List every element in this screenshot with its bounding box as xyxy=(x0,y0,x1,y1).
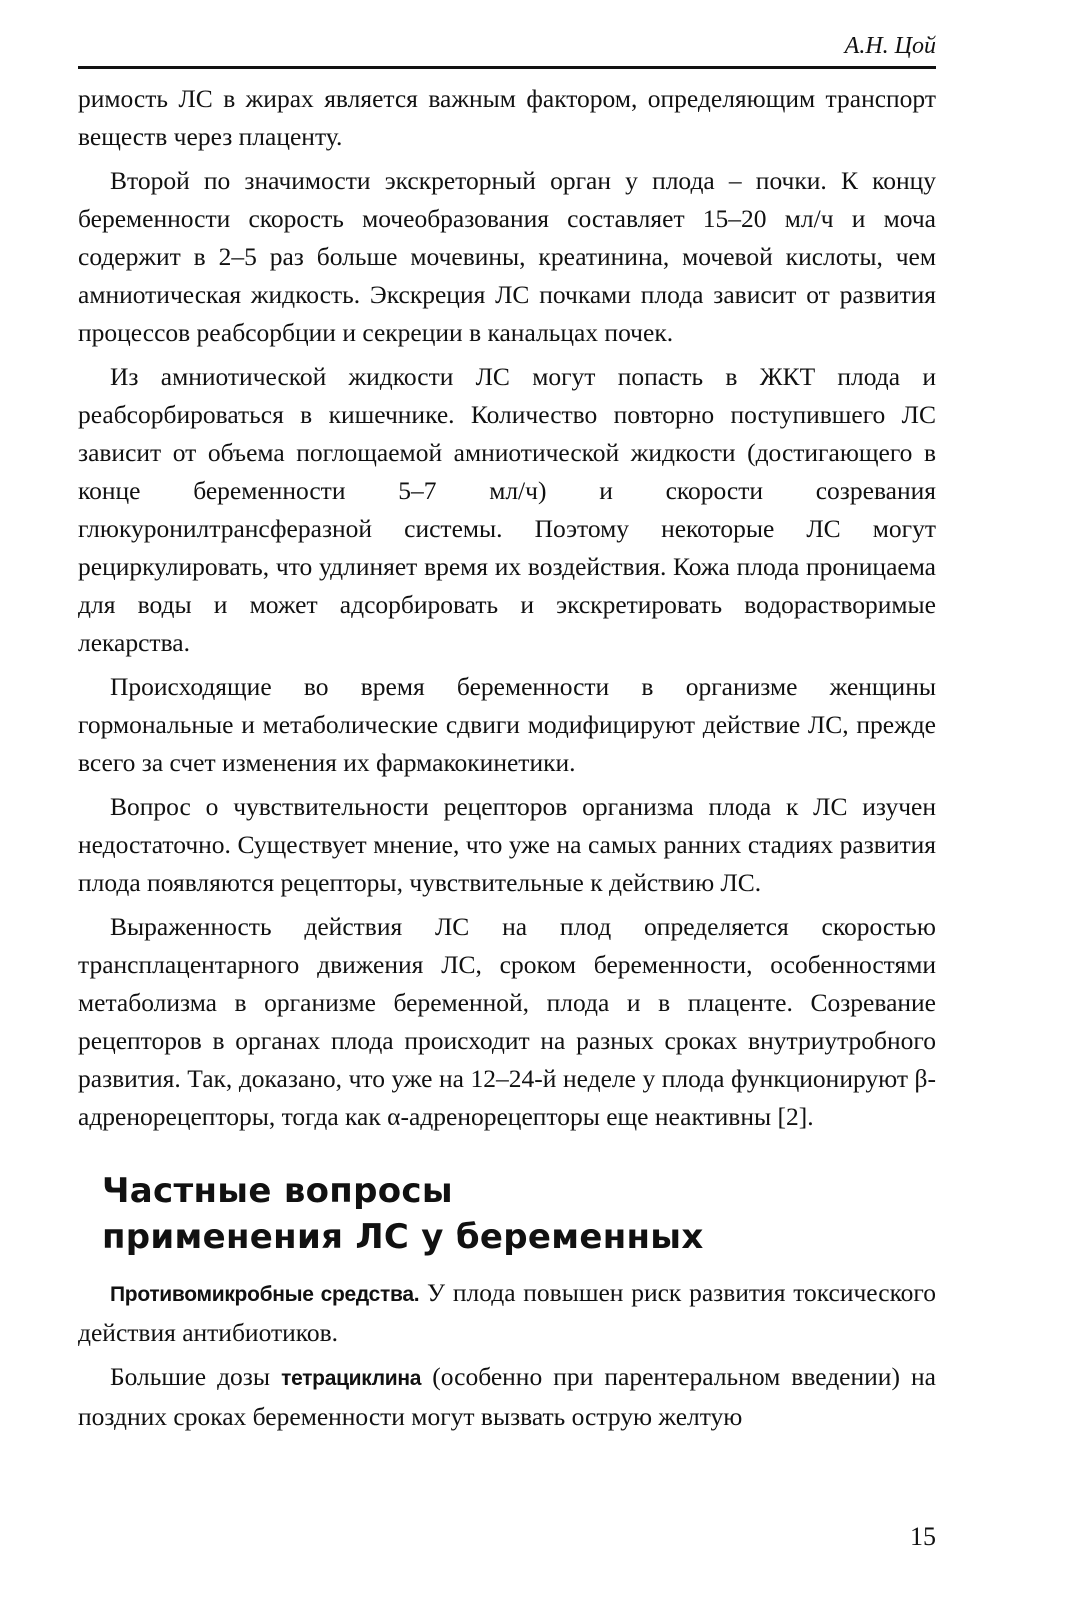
paragraph-tetracycline-lead: Большие дозы xyxy=(110,1362,282,1391)
paragraph-continued: римость ЛС в жирах является важным фактором, определяющим транспорт веществ через плаценту. xyxy=(78,84,936,151)
section-heading-line-1: Частные вопросы xyxy=(102,1171,453,1211)
paragraph-hormonal-shifts: Происходящие во время беременности в организме женщины гормональные и метаболические сдвиги модифицируют действие ЛС, прежде всего за счет изменения их фармакокинетики. xyxy=(78,672,936,777)
section-heading-line-2: применения ЛС у беременных xyxy=(102,1217,704,1257)
drug-term: тетрациклина xyxy=(281,1367,422,1390)
paragraph-antimicrobials-text: У плода повышен риск развития токсического действия антибиотиков. xyxy=(78,1278,936,1347)
paragraph-antimicrobials xyxy=(78,1274,936,1352)
paragraph-action-intensity: Выраженность действия ЛС на плод определяется скоростью трансплацентарного движения ЛС, сроком беременности, особенностями метаболизма в организме беременной, плода и в плаценте. Созревание рецепторов в органах плода происходит на разных сроках внутриутробного развития. Так, доказано, что уже на 12–24-й неделе у плода функционируют β-адренорецепторы, тогда как α-адренорецепторы еще неактивны [2]. xyxy=(78,912,936,1131)
page-body xyxy=(78,80,936,1442)
paragraph-receptor-sensitivity: Вопрос о чувствительности рецепторов организма плода к ЛС изучен недостаточно. Существует мнение, что уже на самых ранних стадиях развития плода появляются рецепторы, чувствительные к действию ЛС. xyxy=(78,792,936,897)
section-heading xyxy=(102,1168,936,1260)
paragraph-kidneys: Второй по значимости экскреторный орган у плода – почки. К концу беременности скорость мочеобразования составляет 15–20 мл/ч и моча содержит в 2–5 раз больше мочевины, креатинина, мочевой кислоты, чем амниотическая жидкость. Экскреция ЛС почками плода зависит от развития процессов реабсорбции и секреции в канальцах почек. xyxy=(78,166,936,347)
paragraph-amniotic-fluid: Из амниотической жидкости ЛС могут попасть в ЖКТ плода и реабсорбироваться в кишечнике. Количество повторно поступившего ЛС зависит от объема поглощаемой амниотической жидкости (достигающего в конце беременности 5–7 мл/ч) и скорости созревания глюкуронилтрансферазной системы. Поэтому некоторые ЛС могут рециркулировать, что удлиняет время их воздействия. Кожа плода проницаема для воды и может адсорбировать и экскретировать водорастворимые лекарства. xyxy=(78,362,936,657)
page-number: 15 xyxy=(910,1522,936,1551)
run-in-heading: Противомикробные средства. xyxy=(110,1283,420,1306)
header-rule xyxy=(78,66,936,69)
paragraph-tetracycline xyxy=(78,1358,936,1436)
running-head-author: А.Н. Цой xyxy=(844,33,936,59)
paragraph-tetracycline-text: (особенно при парентеральном введении) на поздних сроках беременности могут вызвать острую желтую xyxy=(78,1362,936,1431)
